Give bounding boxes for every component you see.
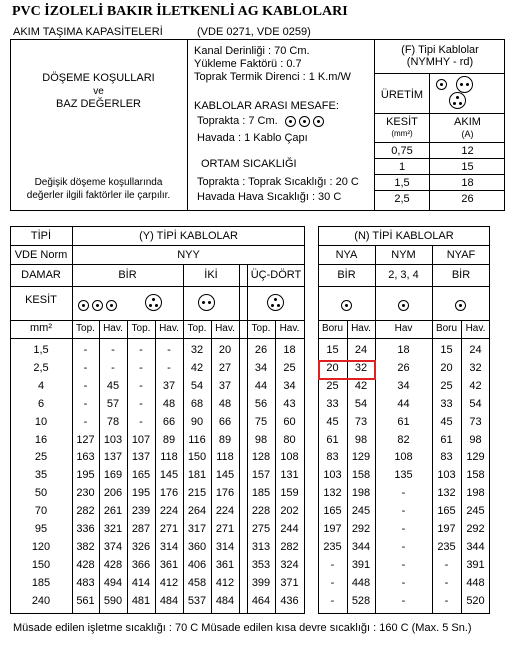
current-value: 43 [283, 397, 296, 410]
current-value: - [83, 379, 88, 392]
current-value: 37 [218, 379, 232, 392]
nyy-label: NYY [177, 249, 200, 261]
current-value: - [167, 344, 171, 356]
vde-norm-label: VDE Norm [14, 249, 68, 261]
section-value: 25 [34, 451, 48, 464]
damar-label: DAMAR [21, 269, 61, 281]
f-section-label: KESİT [386, 116, 418, 128]
current-value: 107 [131, 433, 151, 446]
current-value: 206 [103, 487, 123, 500]
f-production-label: ÜRETİM [380, 89, 424, 101]
current-value: 158 [466, 469, 485, 482]
current-value: 271 [215, 523, 235, 535]
current-value: 321 [103, 523, 123, 535]
nya-label: NYA [335, 249, 358, 261]
current-value: 464 [251, 594, 271, 607]
current-value: 80 [283, 433, 296, 446]
current-value: 103 [323, 469, 342, 482]
current-value: 132 [437, 487, 456, 500]
current-value: 73 [469, 415, 482, 428]
current-value: 82 [397, 433, 410, 446]
f-type-title: (F) Tipi Kablolar (NYMHY - rd) [401, 44, 479, 68]
current-value: 287 [131, 523, 151, 535]
current-value: 103 [437, 469, 456, 482]
current-value: 428 [76, 558, 95, 571]
current-value: 42 [190, 361, 204, 374]
current-value: - [401, 505, 406, 518]
laying-conditions: DÖŞEME KOŞULLARI ve BAZ DEĞERLER [42, 72, 155, 110]
current-value: 42 [354, 379, 368, 392]
nyaf-label: NYAF [446, 249, 476, 261]
current-value: 264 [187, 505, 207, 518]
current-value: 15 [326, 344, 339, 356]
current-value: 336 [76, 523, 95, 535]
current-value: 360 [187, 540, 207, 553]
current-value: 528 [351, 594, 371, 607]
current-value: - [401, 576, 406, 589]
current-value: 484 [159, 594, 179, 607]
section-value: 1,5 [33, 344, 49, 356]
section-value: 35 [34, 469, 48, 482]
triple-core-icon [267, 294, 284, 311]
current-value: 137 [103, 451, 123, 464]
current-value: 448 [351, 576, 371, 589]
current-value: 45 [326, 415, 339, 428]
current-value: 45 [440, 415, 453, 428]
current-value: 261 [103, 505, 123, 518]
hav-label: Hav. [351, 323, 371, 334]
current-value: 54 [469, 397, 482, 410]
current-value: - [83, 344, 88, 356]
grid-line [318, 245, 490, 246]
current-value: 137 [131, 451, 151, 464]
current-value: - [444, 558, 449, 571]
current-value: - [444, 594, 449, 607]
current-value: 271 [159, 523, 179, 535]
hav-label: Hav. [103, 323, 123, 334]
section-value: 16 [34, 433, 48, 446]
current-value: 198 [351, 487, 371, 500]
highlight-box [318, 360, 376, 380]
current-value: 44 [254, 379, 268, 392]
current-value: 215 [187, 487, 207, 500]
current-value: 32 [354, 361, 368, 374]
current-value: 590 [103, 594, 123, 607]
current-value: - [330, 558, 335, 571]
current-value: 129 [351, 451, 371, 464]
single-core-icon [92, 299, 103, 311]
current-value: 66 [162, 415, 176, 428]
grid-line [10, 320, 305, 321]
air-temp: Havada Hava Sıcaklığı : 30 C [197, 191, 342, 203]
current-value: 165 [131, 469, 151, 482]
vde-standards: (VDE 0271, VDE 0259) [197, 26, 311, 38]
hav-label: Hav. [465, 323, 486, 334]
current-value: 520 [466, 594, 485, 607]
current-value: 428 [103, 558, 123, 571]
triple-core-icon [145, 294, 162, 311]
hav-label: Hav. [279, 323, 300, 334]
current-value: 15 [440, 344, 453, 356]
current-value: 412 [159, 576, 179, 589]
kesit-unit: mm² [30, 322, 52, 334]
current-value: 118 [216, 451, 234, 464]
grid-line [10, 264, 305, 265]
grid-line [239, 264, 240, 614]
current-value: 326 [131, 540, 151, 553]
current-value: 32 [469, 361, 482, 374]
boru-label: Boru [435, 323, 458, 334]
soil-resistance: Toprak Termik Direnci : 1 K.m/W [194, 71, 351, 83]
current-value: 399 [251, 576, 271, 589]
current-value: 197 [437, 523, 456, 535]
iki-label: İKİ [204, 269, 218, 281]
current-value: 195 [131, 487, 151, 500]
current-value: 20 [218, 344, 232, 356]
current-value: 108 [394, 451, 413, 464]
current-value: 127 [76, 433, 95, 446]
current-value: 313 [251, 540, 271, 553]
current-value: 412 [215, 576, 235, 589]
triple-core-icon [449, 92, 466, 109]
section-value: 120 [31, 540, 51, 553]
current-value: - [139, 397, 143, 410]
current-value: - [401, 558, 406, 571]
section-value: 4 [37, 379, 45, 392]
current-value: 292 [351, 523, 371, 535]
ambient-title: ORTAM SICAKLIĞI [201, 158, 297, 170]
spacing-air: Havada : 1 Kablo Çapı [197, 132, 308, 144]
current-value: - [139, 379, 143, 392]
current-value: 61 [397, 415, 410, 428]
current-value: 448 [466, 576, 485, 589]
current-value: 108 [280, 451, 299, 464]
current-value: - [401, 523, 406, 535]
current-value: 34 [283, 379, 296, 392]
current-value: 25 [440, 379, 453, 392]
double-core-icon [456, 76, 473, 93]
current-value: 33 [326, 397, 339, 410]
section-value: 50 [34, 487, 48, 500]
current-value: 181 [187, 469, 207, 482]
current-value: 344 [466, 540, 485, 553]
section-value: 70 [34, 505, 48, 518]
current-value: 239 [131, 505, 151, 518]
current-value: 42 [469, 379, 482, 392]
section-value: 10 [34, 415, 48, 428]
footer-note: Müsade edilen işletme sıcaklığı : 70 C Müsade edilen kısa devre sıcaklığı : 160 C (Max. 5 Sn.) [13, 622, 472, 634]
cable-rings-icon [285, 115, 324, 127]
top-label: Top. [251, 323, 271, 334]
hav-label: Hav. [159, 323, 179, 334]
grid-line [10, 245, 305, 246]
current-value: - [139, 415, 143, 428]
current-value: 282 [280, 540, 299, 553]
current-value: 34 [397, 379, 410, 392]
spacing-soil: Toprakta : 7 Cm. [197, 115, 324, 127]
current-value: 406 [187, 558, 207, 571]
current-value: - [139, 344, 143, 356]
current-value: 103 [103, 433, 123, 446]
current-value: 98 [354, 433, 368, 446]
f-current-value: 18 [461, 177, 474, 189]
single-core-icon [106, 299, 117, 311]
f-section-value: 2,5 [394, 193, 410, 205]
f-current-label: AKIM [454, 116, 481, 128]
current-value: 366 [131, 558, 151, 571]
current-value: 494 [103, 576, 123, 589]
current-value: 33 [440, 397, 453, 410]
section-value: 6 [37, 397, 45, 410]
current-value: 27 [218, 361, 232, 374]
current-value: 20 [440, 361, 453, 374]
current-value: 344 [351, 540, 371, 553]
current-value: 414 [131, 576, 151, 589]
current-value: 391 [466, 558, 485, 571]
current-value: 98 [469, 433, 482, 446]
uc-dort-label: ÜÇ-DÖRT [250, 269, 302, 281]
current-value: 48 [162, 397, 176, 410]
current-value: 176 [159, 487, 179, 500]
current-value: 324 [280, 558, 299, 571]
current-value: 34 [254, 361, 268, 374]
current-value: 230 [76, 487, 95, 500]
current-value: 282 [76, 505, 95, 518]
current-value: 132 [323, 487, 342, 500]
current-value: 66 [218, 415, 232, 428]
current-value: 25 [326, 379, 339, 392]
current-value: 244 [280, 523, 299, 535]
current-value: - [330, 576, 335, 589]
current-value: 129 [466, 451, 485, 464]
current-value: 116 [188, 433, 206, 446]
current-value: 157 [251, 469, 271, 482]
current-value: 98 [254, 433, 268, 446]
current-value: - [167, 361, 171, 374]
current-value: 24 [354, 344, 368, 356]
current-value: 26 [397, 361, 410, 374]
current-value: 61 [326, 433, 339, 446]
current-value: 24 [469, 344, 482, 356]
section-value: 240 [31, 594, 51, 607]
current-value: - [444, 576, 449, 589]
nyaf-bir-label: BİR [451, 269, 471, 281]
current-value: 481 [131, 594, 151, 607]
current-value: 54 [354, 397, 368, 410]
current-value: 45 [106, 379, 120, 392]
y-type-header: (Y) TİPİ KABLOLAR [139, 230, 238, 242]
current-value: 56 [254, 397, 268, 410]
single-core-icon [398, 299, 409, 311]
f-current-value: 26 [461, 193, 474, 205]
current-value: 150 [187, 451, 207, 464]
current-value: 68 [190, 397, 204, 410]
current-value: 32 [190, 344, 204, 356]
hav-label: Hav [394, 323, 413, 334]
nym-cores-label: 2, 3, 4 [388, 269, 419, 281]
current-value: 18 [397, 344, 410, 356]
nya-bir-label: BİR [337, 269, 356, 281]
f-section-unit: (mm²) [391, 129, 413, 138]
current-value: - [83, 361, 88, 374]
f-section-value: 1 [398, 161, 406, 173]
section-value: 2,5 [33, 361, 49, 374]
single-core-icon [436, 78, 447, 90]
current-value: 89 [162, 433, 176, 446]
current-value: 83 [440, 451, 453, 464]
top-label: Top. [187, 323, 207, 334]
current-value: - [83, 397, 88, 410]
current-value: 371 [280, 576, 299, 589]
current-value: - [401, 487, 406, 500]
section-value: 150 [31, 558, 51, 571]
current-value: 317 [187, 523, 207, 535]
current-value: 131 [280, 469, 299, 482]
current-value: 159 [280, 487, 299, 500]
f-current-value: 12 [461, 145, 474, 157]
current-value: 54 [190, 379, 204, 392]
current-value: 292 [466, 523, 485, 535]
grid-line [461, 320, 462, 614]
n-type-header: (N) TİPİ KABLOLAR [354, 230, 454, 242]
current-value: 60 [283, 415, 296, 428]
grid-line [318, 264, 490, 265]
current-value: - [330, 594, 335, 607]
current-value: 353 [251, 558, 271, 571]
current-value: 145 [159, 469, 179, 482]
current-value: 128 [251, 451, 271, 464]
section-value: 95 [34, 523, 48, 535]
current-value: 361 [215, 558, 235, 571]
current-value: 165 [323, 505, 342, 518]
top-label: Top. [76, 323, 95, 334]
current-value: 484 [215, 594, 235, 607]
current-value: 89 [218, 433, 232, 446]
current-value: 73 [354, 415, 368, 428]
current-value: 235 [323, 540, 342, 553]
current-value: 198 [466, 487, 485, 500]
nym-label: NYM [391, 249, 416, 261]
soil-temp: Toprakta : Toprak Sıcaklığı : 20 C [197, 176, 359, 188]
current-value: 224 [215, 505, 235, 518]
current-value: 202 [280, 505, 299, 518]
section-value: 185 [31, 576, 51, 589]
current-value: 48 [218, 397, 232, 410]
f-current-value: 15 [461, 161, 474, 173]
current-value: - [401, 540, 406, 553]
current-value: 537 [187, 594, 207, 607]
current-value: 118 [160, 451, 178, 464]
grid-line [10, 286, 305, 287]
current-value: 57 [106, 397, 120, 410]
current-value: 228 [251, 505, 271, 518]
current-value: 374 [103, 540, 123, 553]
boru-label: Boru [321, 323, 344, 334]
current-value: 165 [437, 505, 456, 518]
current-value: 26 [254, 344, 268, 356]
grid-line [318, 338, 490, 339]
load-factor: Yükleme Faktörü : 0.7 [194, 58, 302, 70]
current-value: 44 [397, 397, 410, 410]
kesit-label: KESİT [25, 294, 57, 306]
current-value: 145 [215, 469, 235, 482]
spacing-title: KABLOLAR ARASI MESAFE: [194, 100, 339, 112]
current-value: 245 [466, 505, 485, 518]
current-value: 25 [283, 361, 296, 374]
current-value: 75 [254, 415, 268, 428]
current-value: 163 [76, 451, 95, 464]
top-label: Top. [131, 323, 151, 334]
current-value: 20 [326, 361, 339, 374]
current-value: - [83, 415, 88, 428]
current-value: 224 [159, 505, 179, 518]
f-current-unit: (A) [461, 129, 474, 139]
f-section-value: 0,75 [391, 145, 413, 157]
current-value: 135 [394, 469, 413, 482]
current-value: - [401, 594, 406, 607]
current-value: 314 [215, 540, 235, 553]
hav-label: Hav. [215, 323, 235, 334]
page-title: PVC İZOLELİ BAKIR İLETKENLİ AG KABLOLARI [12, 4, 348, 19]
current-value: 391 [351, 558, 371, 571]
f-section-value: 1,5 [394, 177, 410, 189]
current-value: 436 [280, 594, 299, 607]
current-value: 176 [215, 487, 235, 500]
grid-line [318, 286, 490, 287]
double-core-icon [198, 294, 215, 311]
current-value: 197 [323, 523, 342, 535]
current-value: 90 [190, 415, 204, 428]
single-core-icon [455, 299, 466, 311]
current-value: 458 [187, 576, 207, 589]
grid-line [318, 320, 490, 321]
current-value: 61 [440, 433, 453, 446]
subtitle: AKIM TAŞIMA KAPASİTELERİ [13, 26, 163, 38]
current-value: 78 [106, 415, 120, 428]
channel-depth: Kanal Derinliği : 70 Cm. [194, 45, 310, 57]
current-value: 483 [76, 576, 95, 589]
current-value: 561 [76, 594, 95, 607]
current-value: 235 [437, 540, 456, 553]
current-value: 169 [103, 469, 123, 482]
current-value: 18 [283, 344, 296, 356]
current-value: 158 [351, 469, 371, 482]
tipi-header: TİPİ [30, 230, 52, 242]
bir-label: BİR [118, 269, 137, 281]
current-value: 83 [326, 451, 339, 464]
current-value: - [111, 361, 115, 374]
single-core-icon [78, 299, 89, 311]
current-value: 245 [351, 505, 371, 518]
current-value: 314 [159, 540, 179, 553]
current-value: 185 [251, 487, 271, 500]
current-value: 382 [76, 540, 95, 553]
current-value: 37 [162, 379, 176, 392]
grid-line [10, 338, 305, 339]
current-value: - [139, 361, 143, 374]
current-value: 361 [159, 558, 179, 571]
single-core-icon [341, 299, 352, 311]
current-value: - [111, 344, 115, 356]
current-value: 195 [76, 469, 95, 482]
current-value: 275 [251, 523, 271, 535]
factor-note: Değişik döşeme koşullarında değerler ilgili faktörler ile çarpılır. [26, 177, 171, 201]
